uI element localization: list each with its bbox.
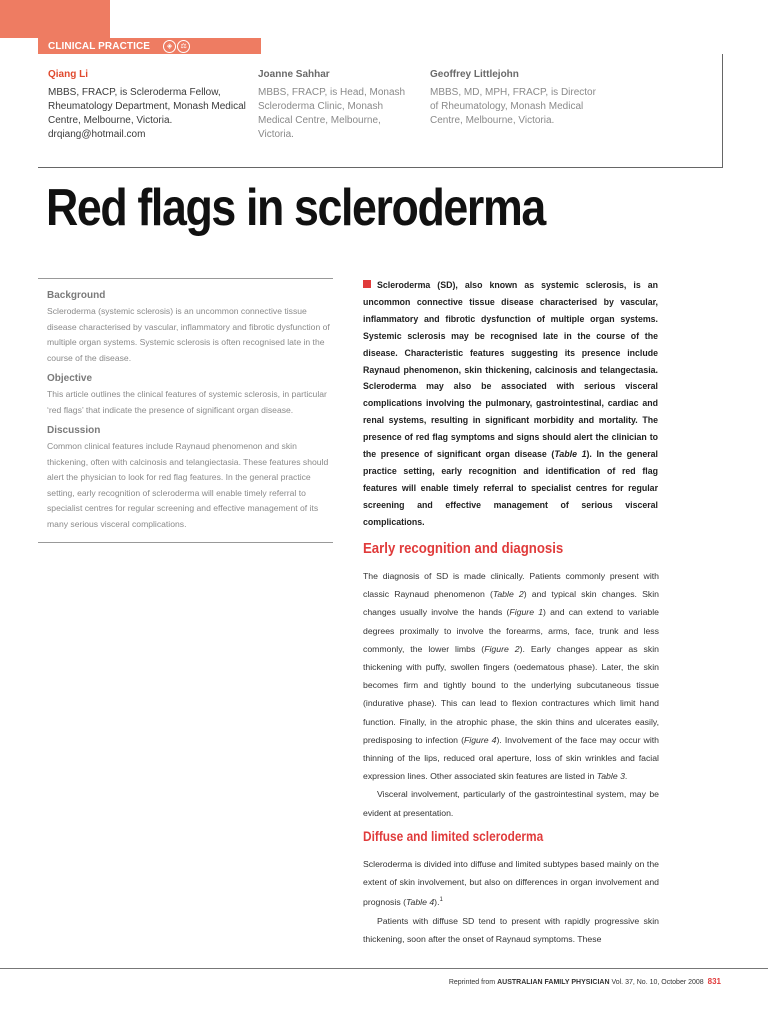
citation-superscript: 1 [439, 897, 443, 904]
figure-reference: Figure 2 [484, 643, 520, 654]
figure-reference: Figure 1 [509, 607, 544, 618]
body-text: ). Early changes appear as skin thickening with puffy, swollen fingers (oedematous phase). Later, the skin becomes firm and tightly bound to the underlying subcutaneous tissue (indurative phase). This can lead to flexion contractures which limit hand function. Finally, in the atrophic phase, the skin thins and ulcerates easily, predisposing to infection ( [363, 643, 660, 745]
footer-publication: AUSTRALIAN FAMILY PHYSICIAN [497, 979, 610, 986]
section-heading: Diffuse and limited scleroderma [363, 829, 544, 844]
scales-icon: ⚖ [177, 40, 190, 53]
body-paragraph: Patients with diffuse SD tend to present with rapidly progressive skin thickening, soon after the onset of Raynaud symptoms. These [363, 915, 659, 944]
page-footer [449, 977, 721, 986]
author-block [430, 68, 605, 128]
abstract-objective-text: This article outlines the clinical features of systemic sclerosis, in particular ‘red flags’ that indicate the presence of significant organ disease. [47, 389, 327, 415]
author-affiliation: MBBS, FRACP, is Scleroderma Fellow, Rheumatology Department, Monash Medical Centre, Melbourne, Victoria. drqiang@hotmail.com [48, 87, 246, 140]
footer-issue: Vol. 37, No. 10, October 2008 [611, 979, 704, 986]
lead-paragraph [363, 277, 658, 531]
body-text: ). [434, 897, 440, 908]
figure-reference: Figure 4 [463, 734, 497, 745]
body-text: ) and typical skin changes. Skin changes usually involve the hands ( [363, 589, 659, 618]
author-name: Qiang Li [48, 69, 88, 80]
section-body [363, 567, 659, 822]
authors-box-divider [38, 167, 723, 168]
body-paragraph: Visceral involvement, particularly of the gastrointestinal system, may be evident at presentation. [363, 789, 659, 818]
body-text: . [624, 771, 628, 782]
table-reference: Table 2 [492, 589, 524, 600]
body-text: ). Involvement of the face may occur with thinning of the lips, reduced oral aperture, loss of skin wrinkles and facial expression lines. Other associated skin features are listed in [363, 734, 660, 782]
section-heading: Early recognition and diagnosis [363, 540, 564, 557]
body-text: Scleroderma is divided into diffuse and limited subtypes based mainly on the extent of skin involvement, but also on differences in organ involvement and prognosis ( [363, 859, 659, 908]
body-paragraph [363, 855, 659, 912]
abstract-background-text: Scleroderma (systemic sclerosis) is an uncommon connective tissue disease characterised by vascular, inflammatory and fibrotic dysfunction of multiple organ systems. Systemic sclerosis is often recognised late in the course of the disease. [47, 306, 330, 363]
header-color-block [0, 0, 110, 38]
abstract-discussion-text: Common clinical features include Raynaud phenomenon and skin thickening, often with calcinosis and telangiectasia. These features should alert the physician to look for red flag features. In the general practice setting, early recognition of scleroderma will enable timely referral to specialist centres for regular screening and effective management of its many serious visceral complications. [47, 441, 329, 529]
lead-text: ). In the general practice setting, early recognition and identification of red flag features will enable timely referral to specialist centres for regular screening and effective management of serious visceral complications. [363, 449, 658, 527]
lead-text: Scleroderma (SD), also known as systemic sclerosis, is an uncommon connective tissue disease characterised by vascular, inflammatory and fibrotic dysfunction of multiple organ systems. Systemic sclerosis may be recognised late in the course of the disease. Characteristic features suggesting its presence include Raynaud phenomenon, skin thickening, calcinosis and telangectasia. Scleroderma may also be associated with serious visceral complications involving the pulmonary, gastrointestinal, cardiac and renal systems, resulting in significant morbidity and mortality. The presence of red flag symptoms and signs should alert the clinician to the presence of significant organ disease ( [363, 280, 658, 460]
body-text: ) and can extend to variable degrees proximally to involve the forearms, arms, face, trunk and less commonly, the lower limbs ( [363, 607, 660, 654]
author-affiliation: MBBS, FRACP, is Head, Monash Scleroderma Clinic, Monash Medical Centre, Melbourne, Victoria. [258, 87, 406, 140]
article-title: Red flags in scleroderma [46, 179, 545, 237]
section-header-bar [38, 38, 261, 54]
table-reference: Table 3 [596, 771, 625, 782]
section-label: CLINICAL PRACTICE [48, 40, 151, 52]
author-affiliation: MBBS, MD, MPH, FRACP, is Director of Rheumatology, Monash Medical Centre, Melbourne, Victoria. [430, 87, 596, 126]
table-reference: Table 1 [554, 449, 587, 460]
section-body [363, 855, 659, 948]
body-text: The diagnosis of SD is made clinically. Patients commonly present with classic Raynaud phenomenon ( [363, 571, 659, 600]
author-name: Joanne Sahhar [258, 69, 330, 80]
authors-box-border [722, 54, 723, 167]
abstract-discussion-heading: Discussion [47, 425, 101, 436]
body-paragraph [363, 567, 659, 785]
page-number: 831 [707, 977, 721, 986]
table-reference: Table 4 [405, 897, 435, 908]
footer-rule [0, 968, 768, 969]
author-block [258, 68, 418, 142]
footer-reprinted: Reprinted from [448, 979, 496, 986]
abstract-box [38, 278, 333, 543]
author-block [48, 68, 253, 142]
open-book-icon: ◈ [163, 40, 176, 53]
abstract-objective-heading: Objective [47, 373, 93, 384]
red-square-bullet-icon [363, 280, 371, 288]
author-name: Geoffrey Littlejohn [430, 69, 519, 80]
header-icons [162, 40, 190, 53]
abstract-background-heading: Background [47, 290, 106, 301]
